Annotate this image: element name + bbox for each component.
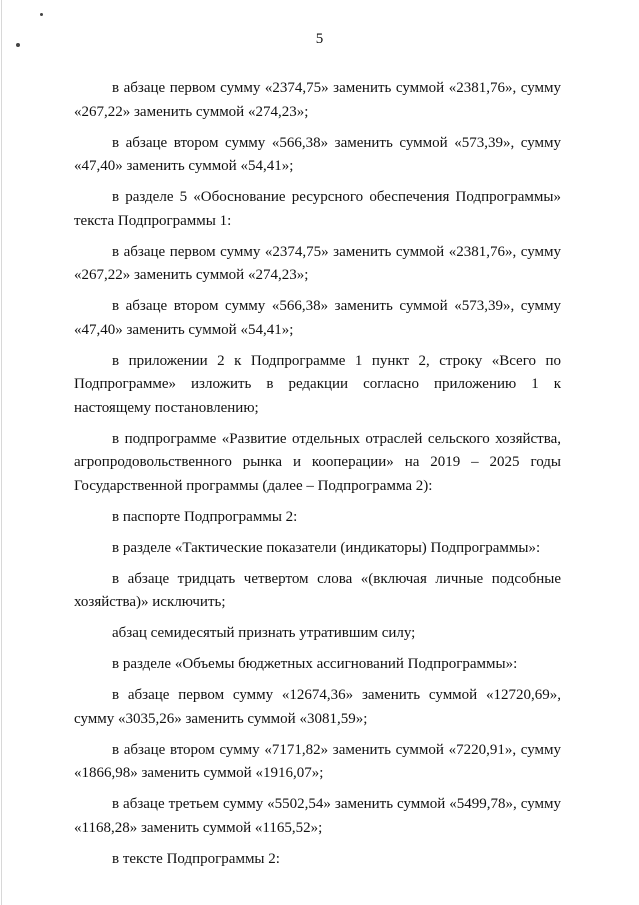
paragraph: в разделе «Объемы бюджетных ассигнований Подпрограммы»: — [112, 656, 518, 672]
paragraph: в абзаце первом сумму «2374,75» заменить суммой «2381,76», сумму «267,22» заменить суммой «274,23»; — [74, 243, 561, 283]
paragraph: абзац семидесятый признать утратившим силу; — [112, 625, 416, 641]
document-body — [74, 77, 561, 879]
paragraph: в разделе 5 «Обоснование ресурсного обеспечения Подпрограммы» текста Подпрограммы 1: — [74, 189, 561, 229]
paragraph: в паспорте Подпрограммы 2: — [112, 508, 298, 525]
paragraph: в приложении 2 к Подпрограмме 1 пункт 2, строку «Всего по Подпрограмме» изложить в редакции согласно приложению 1 к настоящему постановлению; — [74, 352, 561, 416]
paragraph: в абзаце втором сумму «566,38» заменить суммой «573,39», сумму «47,40» заменить суммой «54,41»; — [74, 134, 561, 174]
paragraph: в абзаце тридцать четвертом слова «(включая личные подсобные хозяйства)» исключить; — [74, 570, 561, 610]
paragraph: в разделе «Тактические показатели (индикаторы) Подпрограммы»: — [112, 539, 541, 556]
paragraph: в тексте Подпрограммы 2: — [112, 850, 280, 867]
paragraph: в абзаце втором сумму «566,38» заменить суммой «573,39», сумму «47,40» заменить суммой «54,41»; — [74, 298, 561, 338]
scan-edge-line — [1, 0, 2, 905]
paragraph: в абзаце первом сумму «12674,36» заменить суммой «12720,69», сумму «3035,26» заменить суммой «3081,59»; — [74, 687, 561, 727]
page-number: 5 — [315, 31, 324, 47]
paragraph: в абзаце первом сумму «2374,75» заменить суммой «2381,76», сумму «267,22» заменить суммой «274,23»; — [74, 80, 561, 120]
paragraph: в абзаце втором сумму «7171,82» заменить суммой «7220,91», сумму «1866,98» заменить суммой «1916,07»; — [74, 741, 561, 781]
scan-speck — [40, 13, 43, 16]
paragraph: в подпрограмме «Развитие отдельных отраслей сельского хозяйства, агропродовольственного рынка и кооперации» на 2019 – 2025 годы Государственной программы (далее – Подпрограмма 2): — [74, 430, 561, 494]
paragraph: в абзаце третьем сумму «5502,54» заменить суммой «5499,78», сумму «1168,28» заменить суммой «1165,52»; — [74, 796, 561, 836]
